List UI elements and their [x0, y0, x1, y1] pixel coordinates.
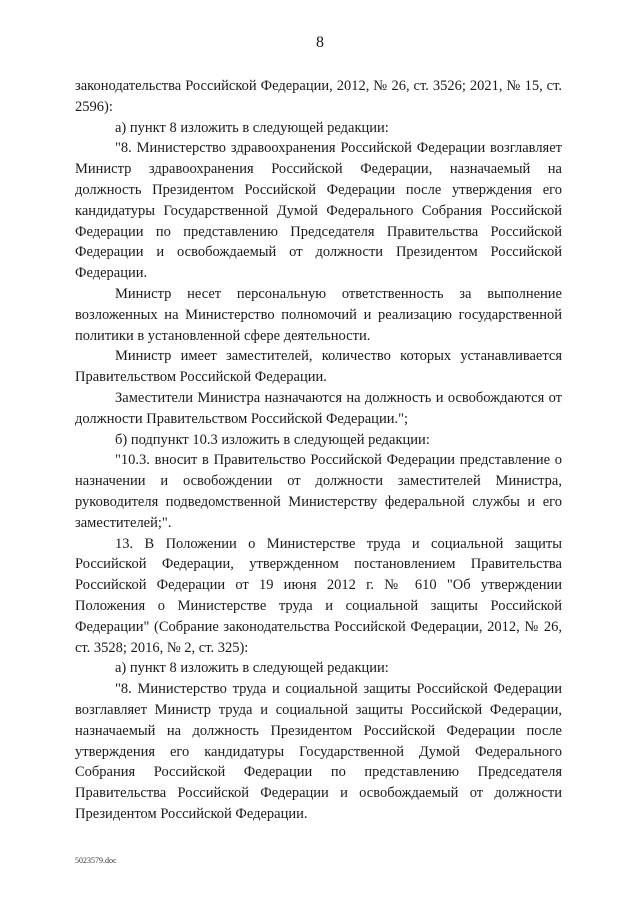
- paragraph-continuation: законодательства Российской Федерации, 2012, № 26, ст. 3526; 2021, № 15, ст. 2596):: [75, 78, 562, 115]
- paragraph-quote-item-8-labor: "8. Министерство труда и социальной защиты Российской Федерации возглавляет Министр труда и социальной защиты Российской Федерации, назначаемый на должность Президентом Российской Федерации после утверждения его кандидатуры Государственной Думой Федерального Собрания Российской Федерации по представлению Председателя Правительства Российской Федерации и освобождаемый от должности Президентом Российской Федерации.: [75, 681, 562, 822]
- paragraph-item-a: а) пункт 8 изложить в следующей редакции:: [115, 119, 389, 136]
- paragraph-quote-subitem-10-3: "10.3. вносит в Правительство Российской Федерации представление о назначении и освобождении от должности заместителей Министра, руководителя подведомственной Министерству федеральной службы и его заместителей;".: [75, 452, 562, 531]
- paragraph-item-a-second: а) пункт 8 изложить в следующей редакции:: [115, 660, 389, 677]
- document-body: [75, 76, 562, 825]
- document-file-code: 5023579.doc: [75, 856, 117, 865]
- paragraph-minister-responsibility: Министр несет персональную ответственность за выполнение возложенных на Министерство полномочий и реализацию государственной политики в установленной сфере деятельности.: [75, 285, 562, 344]
- paragraph-item-b: б) подпункт 10.3 изложить в следующей редакции:: [115, 431, 430, 448]
- paragraph-item-13: 13. В Положении о Министерстве труда и социальной защиты Российской Федерации, утвержденном постановлением Правительства Российской Федерации от 19 июня 2012 г. № 610 "Об утверждении Положения о Министерстве труда и социальной защиты Российской Федерации" (Собрание законодательства Российской Федерации, 2012, № 26, ст. 3528; 2016, № 2, ст. 325):: [75, 535, 562, 656]
- paragraph-quote-item-8: "8. Министерство здравоохранения Российской Федерации возглавляет Министр здравоохранения Российской Федерации, назначаемый на должность Президентом Российской Федерации после утверждения его кандидатуры Государственной Думой Федерального Собрания Российской Федерации по представлению Председателя Правительства Российской Федерации и освобождаемый от должности Президентом Российской Федерации.: [75, 140, 562, 282]
- page-number: 8: [316, 34, 324, 51]
- paragraph-deputies-count: Министр имеет заместителей, количество которых устанавливается Правительством Российской Федерации.: [75, 348, 562, 386]
- paragraph-deputies-appointment: Заместители Министра назначаются на должность и освобождаются от должности Правительством Российской Федерации.";: [75, 389, 562, 427]
